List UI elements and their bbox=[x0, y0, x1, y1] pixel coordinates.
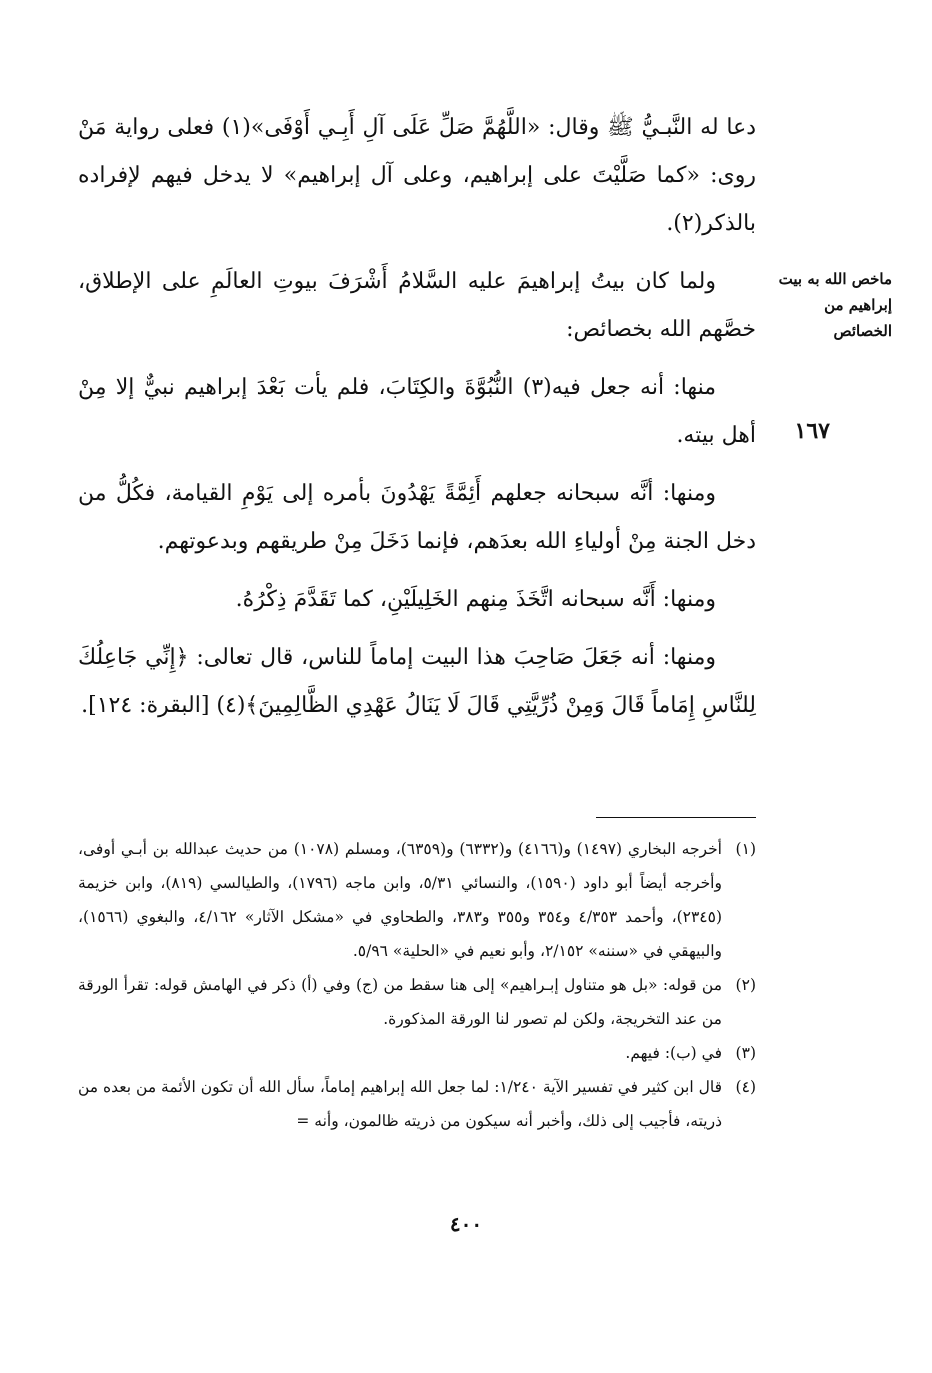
paragraph-2: ولما كان بيتُ إبراهيمَ عليه السَّلامُ أَشْرَفَ بيوتِ العالَمِ على الإطلاق، خصَّهم الله بخصائص: bbox=[78, 269, 756, 342]
footnote-3 bbox=[78, 1036, 756, 1070]
paragraph-6: ومنها: أنه جَعَلَ صَاحِبَ هذا البيت إماماً للناس، قال تعالى: ﴿إِنِّي جَاعِلُكَ لِلنَّاسِ إِمَاماً قَالَ وَمِنْ ذُرِّيَّتِي قَالَ لَا يَنَالُ عَهْدِي الظَّالِمِينَ﴾(٤) [البقرة: ١٢٤]. bbox=[78, 645, 756, 718]
paragraph-4: ومنها: أنَّه سبحانه جعلهم أَئِمَّةً يَهْدُونَ بأمره إلى يَوْمِ القيامة، فكُلُّ من دخل الجنة مِنْ أولياءِ الله بعدَهم، فإنما دَخَلَ مِنْ طريقهم وبدعوتهم. bbox=[78, 481, 756, 554]
footnote-4 bbox=[78, 1070, 756, 1138]
page-number: ٤٠٠ bbox=[449, 1212, 483, 1236]
footnote-number: (٣) bbox=[735, 1044, 756, 1062]
footnote-2 bbox=[78, 968, 756, 1036]
paragraph-1: دعا له النَّبـيُّ ﷺ وقال: «اللَّهُمَّ صَلِّ عَلَى آلِ أَبِـي أَوْفَى»(١) فعلى رواية مَنْ روى: «كما صَلَّيْتَ على إبراهيم، وعلى آل إبراهيم» لا يدخل فيهم لإفراده بالذكر(٢). bbox=[78, 115, 756, 236]
margin-page-marker: ١٦٧ bbox=[794, 418, 830, 444]
footnote-text: في (ب): فيهم. bbox=[625, 1044, 722, 1062]
paragraph-5: ومنها: أَنَّه سبحانه اتَّخَذَ مِنهم الخَلِيلَيْنِ، كما تَقَدَّمَ ذِكْرُهُ. bbox=[235, 587, 716, 612]
footnote-text: أخرجه البخاري (١٤٩٧) و(٤١٦٦) و(٦٣٣٢) و(٦٣٥٩)، ومسلم (١٠٧٨) من حديث عبدالله بن أبـي أوفى، وأخرجه أيضاً أبو داود (١٥٩٠)، والنسائي ٥/٣١، وابن ماجه (١٧٩٦)، والطيالسي (٨١٩)، وابن خزيمة (٢٣٤٥)، وأحمد ٤/٣٥٣ و٣٥٤ و٣٥٥ و٣٨٣، والطحاوي في «مشكل الآثار» ٤/١٦٢، والبغوي (١٥٦٦)، والبيهقي في «سننه» ٢/١٥٢، وأبو نعيم في «الحلية» ٥/٩٦. bbox=[78, 840, 723, 960]
footnote-1 bbox=[78, 832, 756, 968]
footnote-number: (١) bbox=[735, 840, 756, 858]
main-text bbox=[78, 104, 756, 740]
paragraph-3: منها: أنه جعل فيه(٣) النُّبُوَّةَ والكِتَابَ، فلم يأت بَعْدَ إبراهيم نبيٌّ إلا مِنْ أهل بيته. bbox=[78, 375, 756, 448]
footnote-text: قال ابن كثير في تفسير الآية ١/٢٤٠: لما جعل الله إبراهيم إماماً، سأل الله أن تكون الأئمة من بعده من ذريته، فأجيب إلى ذلك، وأخبر أنه سيكون من ذريته ظالمون، وأنه = bbox=[78, 1078, 722, 1130]
margin-heading: ماخص الله به بيت إبراهيم من الخصائص bbox=[778, 270, 892, 340]
footnote-number: (٤) bbox=[735, 1078, 756, 1096]
footnote-text: من قوله: «بل هو متناول إبـراهيم» إلى هنا سقط من (ج) وفي (أ) ذكر في الهامش قوله: تقرأ الورقة من عند التخريجة، ولكن لم تصور لنا الورقة المذكورة. bbox=[78, 976, 722, 1028]
footnote-divider bbox=[596, 817, 756, 818]
footnote-number: (٢) bbox=[735, 976, 756, 994]
footnotes bbox=[78, 832, 756, 1138]
